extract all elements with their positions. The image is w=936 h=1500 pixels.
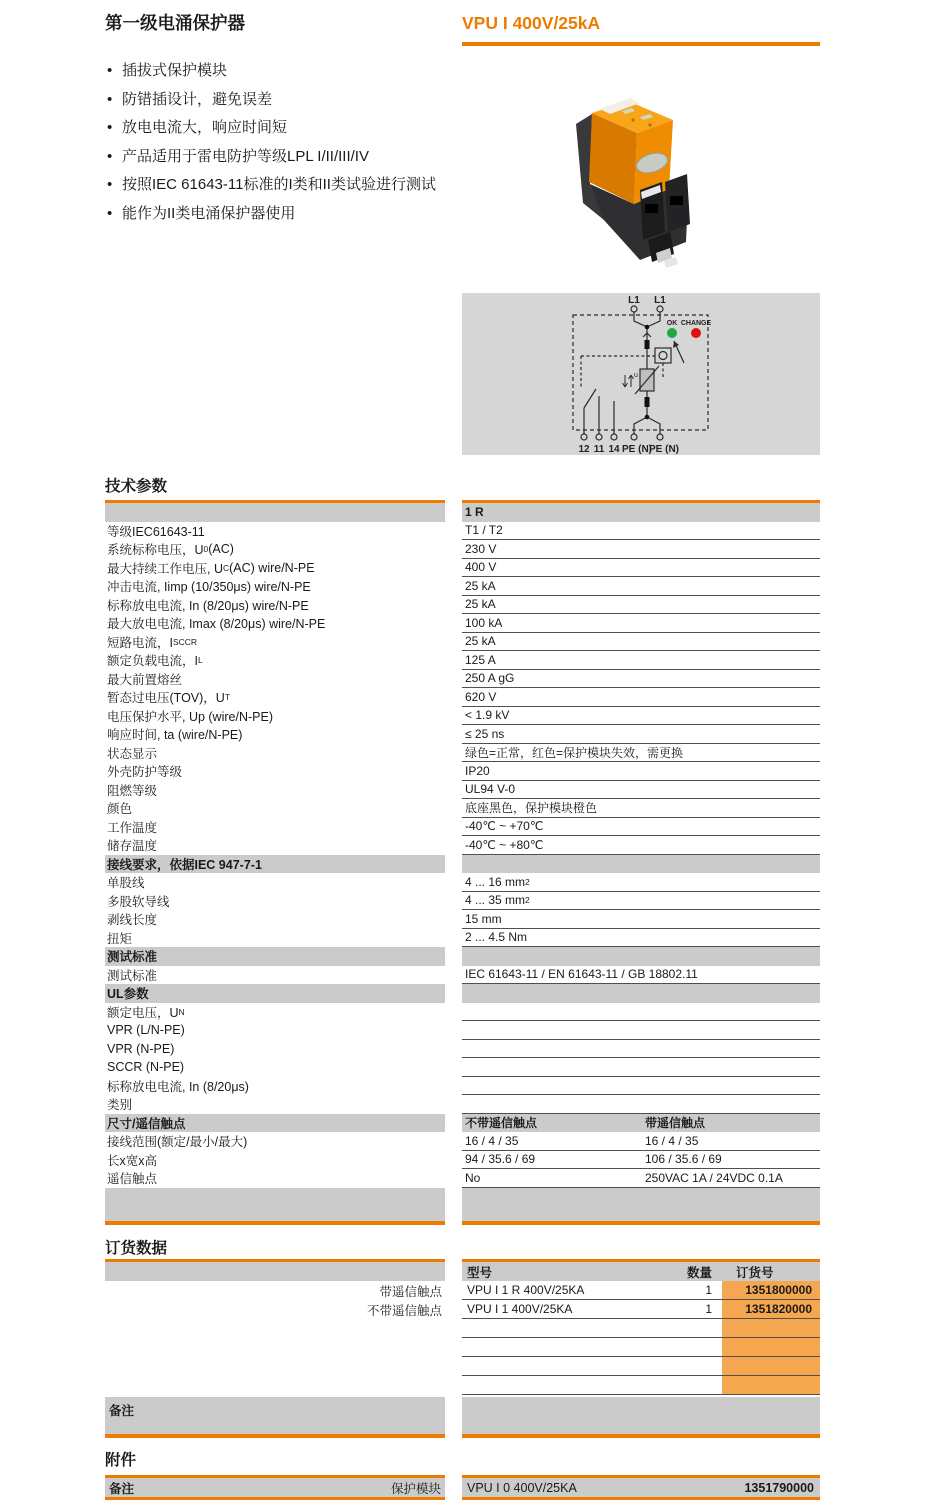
order-number: 1351800000 (722, 1281, 820, 1299)
column-header-order-no: 订货号 (736, 1265, 774, 1280)
remarks-bar-right (462, 1397, 820, 1438)
spec-label: 长x宽x高 (107, 1153, 158, 1168)
spec-value: IP20 (462, 762, 820, 781)
spec-row (105, 651, 820, 670)
spec-row (105, 984, 820, 1003)
spec-label: 扭矩 (107, 931, 133, 946)
order-row (462, 1281, 820, 1300)
spec-label: 剥线长度 (107, 913, 158, 928)
order-qty (662, 1376, 722, 1394)
spec-value (462, 1058, 820, 1077)
accessory-item-label: 保护模块 (390, 1481, 441, 1496)
spec-value: < 1.9 kV (462, 707, 820, 726)
product-code-title: VPU I 400V/25kA (462, 13, 601, 33)
spec-row (105, 522, 820, 541)
spec-label: 储存温度 (107, 839, 158, 854)
spec-row (105, 725, 820, 744)
terminal-label-12: 12 (578, 444, 590, 455)
spec-row (105, 1169, 820, 1188)
spec-value: UL94 V-0 (462, 781, 820, 800)
spec-label: 接线要求，依据IEC 947-7-1 (105, 855, 445, 874)
spec-value (462, 984, 820, 1003)
spec-row (105, 1021, 820, 1040)
spec-label: 最大放电电流, Imax (8/20μs) wire/N-PE (107, 617, 326, 632)
spec-label: 测试标准 (105, 947, 445, 966)
led-change (691, 328, 701, 338)
order-row (462, 1376, 820, 1395)
terminal-label-14: 14 (608, 444, 620, 455)
spec-row (105, 929, 820, 948)
spec-value (462, 855, 820, 874)
spec-label: SCCR (N-PE) (107, 1060, 185, 1075)
order-left-block (105, 1259, 445, 1319)
terminal-label-pe1: PE (N) (622, 444, 652, 455)
spec-row (105, 744, 820, 763)
spec-label: 类别 (107, 1098, 133, 1113)
spec-label: UL参数 (105, 984, 445, 1003)
spec-value: 25 kA (462, 596, 820, 615)
product-photo (570, 92, 715, 270)
spec-row (105, 910, 820, 929)
spec-row (105, 836, 820, 855)
spec-label: 状态显示 (107, 746, 158, 761)
varistor-u-label: u (634, 372, 638, 379)
spec-value: 100 kA (462, 614, 820, 633)
spec-label: 外壳防护等级 (107, 765, 183, 780)
spec-label: 遥信触点 (107, 1172, 158, 1187)
remarks-label: 备注 (109, 1404, 135, 1418)
spec-label: 额定负载电流，I L (107, 654, 203, 669)
spec-value: 25 kA (462, 633, 820, 652)
spec-value: No (462, 1169, 642, 1188)
spec-label: 标称放电电流, In (8/20μs) (107, 1079, 249, 1094)
order-qty (662, 1319, 722, 1337)
order-number (722, 1338, 820, 1356)
order-model (462, 1376, 662, 1394)
led-ok-label: OK (666, 320, 678, 327)
spec-value (462, 1077, 820, 1096)
spec-row (105, 1151, 820, 1170)
spec-row (105, 1095, 820, 1114)
spec-row (105, 1132, 820, 1151)
accessory-label-bar (105, 1475, 445, 1500)
spec-row (105, 500, 820, 522)
spec-label: 尺寸/遥信触点 (105, 1114, 445, 1133)
spec-label: 冲击电流, Iimp (10/350μs) wire/N-PE (107, 580, 311, 595)
spec-label: 额定电压，U N (107, 1005, 185, 1020)
spec-value: 620 V (462, 688, 820, 707)
order-section-heading: 订货数据 (105, 1240, 168, 1257)
order-model (462, 1357, 662, 1375)
spec-value-2: 带遥信触点 (642, 1114, 820, 1133)
order-row (462, 1338, 820, 1357)
spec-row (105, 1114, 820, 1133)
feature-item: • 按照IEC 61643-11标准的I类和II类试验进行测试 (105, 171, 461, 200)
spec-row (105, 1058, 820, 1077)
spec-value: 底座黑色，保护模块橙色 (462, 799, 820, 818)
order-row (462, 1357, 820, 1376)
spec-row (105, 781, 820, 800)
order-number (722, 1319, 820, 1337)
led-ok (667, 328, 677, 338)
accessory-order-number: 1351790000 (744, 1480, 814, 1495)
accessory-model: VPU I 0 400V/25KA (467, 1480, 577, 1495)
spec-value: 1 R (462, 500, 820, 522)
spec-row (105, 559, 820, 578)
feature-item: • 放电电流大，响应时间短 (105, 114, 461, 143)
spec-label: 最大前置熔丝 (107, 672, 183, 687)
order-number: 1351820000 (722, 1300, 820, 1318)
spec-value: 4 ... 16 mm 2 (462, 873, 820, 892)
accent-rule (462, 42, 820, 46)
spec-label: 系统标称电压，U 0 (AC) (107, 542, 234, 558)
order-model: VPU I 1 R 400V/25KA (467, 1283, 585, 1297)
tech-section-heading: 技术参数 (105, 478, 168, 495)
spec-label: 等级IEC61643-11 (107, 524, 205, 539)
spec-label: 阻燃等级 (107, 783, 158, 798)
spec-value-2: 106 / 35.6 / 69 (642, 1151, 820, 1170)
spec-table (105, 500, 820, 1225)
remarks-bar-left (105, 1397, 445, 1438)
spec-value (462, 1095, 820, 1114)
spec-row (105, 1003, 820, 1022)
spec-value (462, 1021, 820, 1040)
spec-value: 2 ... 4.5 Nm (462, 929, 820, 948)
spec-row (105, 633, 820, 652)
led-change-label: CHANGE (680, 320, 712, 327)
spec-label (105, 500, 445, 522)
spec-row (105, 892, 820, 911)
spec-label: 最大持续工作电压, U C (AC) wire/N-PE (107, 560, 315, 576)
feature-item: • 插拔式保护模块 (105, 57, 461, 86)
spec-label: 短路电流，I SCCR (107, 635, 198, 650)
spec-row (105, 1040, 820, 1059)
spec-row (105, 855, 820, 874)
spec-value: -40℃ ~ +80℃ (462, 836, 820, 855)
order-variant-label: 不带遥信触点 (366, 1303, 442, 1318)
spec-value-2: 250VAC 1A / 24VDC 0.1A (642, 1169, 820, 1188)
spec-value (462, 1188, 820, 1225)
order-row (462, 1300, 820, 1319)
spec-row (105, 762, 820, 781)
spec-value: ≤ 25 ns (462, 725, 820, 744)
spec-label: 多股软导线 (107, 894, 170, 909)
spec-value (462, 1003, 820, 1022)
spec-value: T1 / T2 (462, 522, 820, 541)
order-variant-label: 带遥信触点 (379, 1284, 442, 1299)
spec-row (105, 577, 820, 596)
spec-label: VPR (L/N-PE) (107, 1023, 185, 1038)
spec-row (105, 596, 820, 615)
feature-item: • 防错插设计，避免误差 (105, 86, 461, 115)
column-header-qty: 数量 (686, 1265, 712, 1280)
order-table-body (462, 1281, 820, 1395)
spec-value: 125 A (462, 651, 820, 670)
spec-value: 16 / 4 / 35 (462, 1132, 642, 1151)
order-qty (662, 1338, 722, 1356)
spec-value: 25 kA (462, 577, 820, 596)
spec-row (105, 873, 820, 892)
spec-label: 工作温度 (107, 820, 158, 835)
spec-value: IEC 61643-11 / EN 61643-11 / GB 18802.11 (462, 966, 820, 985)
spec-value: 94 / 35.6 / 69 (462, 1151, 642, 1170)
order-row (462, 1319, 820, 1338)
spec-row (105, 540, 820, 559)
spec-row (105, 707, 820, 726)
spec-row (105, 1077, 820, 1096)
page-title: 第一级电涌保护器 (105, 13, 245, 33)
spec-value: 400 V (462, 559, 820, 578)
order-model (462, 1319, 662, 1337)
spec-value (462, 1040, 820, 1059)
order-number (722, 1357, 820, 1375)
accessory-remark-label: 备注 (109, 1481, 135, 1496)
order-table (462, 1259, 820, 1395)
order-table-header (462, 1259, 820, 1281)
terminal-label-l1-left: L1 (628, 295, 640, 306)
order-left-header-bar (105, 1259, 445, 1281)
spec-label: 单股线 (107, 876, 145, 891)
spec-row (105, 947, 820, 966)
terminal-label-l1-right: L1 (654, 295, 666, 306)
spec-label: 电压保护水平, Up (wire/N-PE) (107, 709, 273, 724)
order-model: VPU I 1 400V/25KA (467, 1302, 573, 1316)
spec-row (105, 966, 820, 985)
spec-label: 暂态过电压(TOV)，U T (107, 691, 231, 706)
spec-label: 响应时间, ta (wire/N-PE) (107, 728, 243, 743)
spec-value: 230 V (462, 540, 820, 559)
spec-value: 4 ... 35 mm 2 (462, 892, 820, 911)
spec-row (105, 688, 820, 707)
terminal-label-pe2: PE (N) (649, 444, 679, 455)
spec-label: 测试标准 (107, 968, 158, 983)
column-header-model: 型号 (467, 1265, 493, 1280)
spec-value: -40℃ ~ +70℃ (462, 818, 820, 837)
order-number (722, 1376, 820, 1394)
terminal-label-11: 11 (593, 444, 605, 455)
order-qty: 1 (705, 1302, 712, 1316)
schematic-panel (462, 293, 820, 455)
spec-value: 15 mm (462, 910, 820, 929)
spec-row (105, 799, 820, 818)
feature-item: • 能作为II类电涌保护器使用 (105, 200, 461, 229)
order-qty: 1 (705, 1283, 712, 1297)
spec-label: 接线范围(额定/最小/最大) (107, 1135, 248, 1150)
surge-protector-image (570, 92, 715, 270)
feature-item: • 产品适用于雷电防护等级LPL I/II/III/IV (105, 143, 461, 172)
spec-row (105, 1188, 820, 1225)
spec-value: 250 A gG (462, 670, 820, 689)
spec-value-2: 16 / 4 / 35 (642, 1132, 820, 1151)
spec-label: 颜色 (107, 802, 133, 817)
spec-value: 不带遥信触点 (462, 1114, 642, 1133)
order-model (462, 1338, 662, 1356)
accessories-section-heading: 附件 (105, 1452, 137, 1469)
spec-label (105, 1188, 445, 1225)
accessory-order-bar (462, 1475, 820, 1500)
spec-label: 标称放电电流, In (8/20μs) wire/N-PE (107, 598, 309, 613)
spec-value: 绿色=正常，红色=保护模块失效，需更换 (462, 744, 820, 763)
spec-label: VPR (N-PE) (107, 1041, 175, 1056)
spec-row (105, 818, 820, 837)
spec-value (462, 947, 820, 966)
spec-row (105, 670, 820, 689)
order-qty (662, 1357, 722, 1375)
spec-row (105, 614, 820, 633)
feature-list (105, 57, 461, 228)
circuit-diagram (462, 293, 820, 455)
